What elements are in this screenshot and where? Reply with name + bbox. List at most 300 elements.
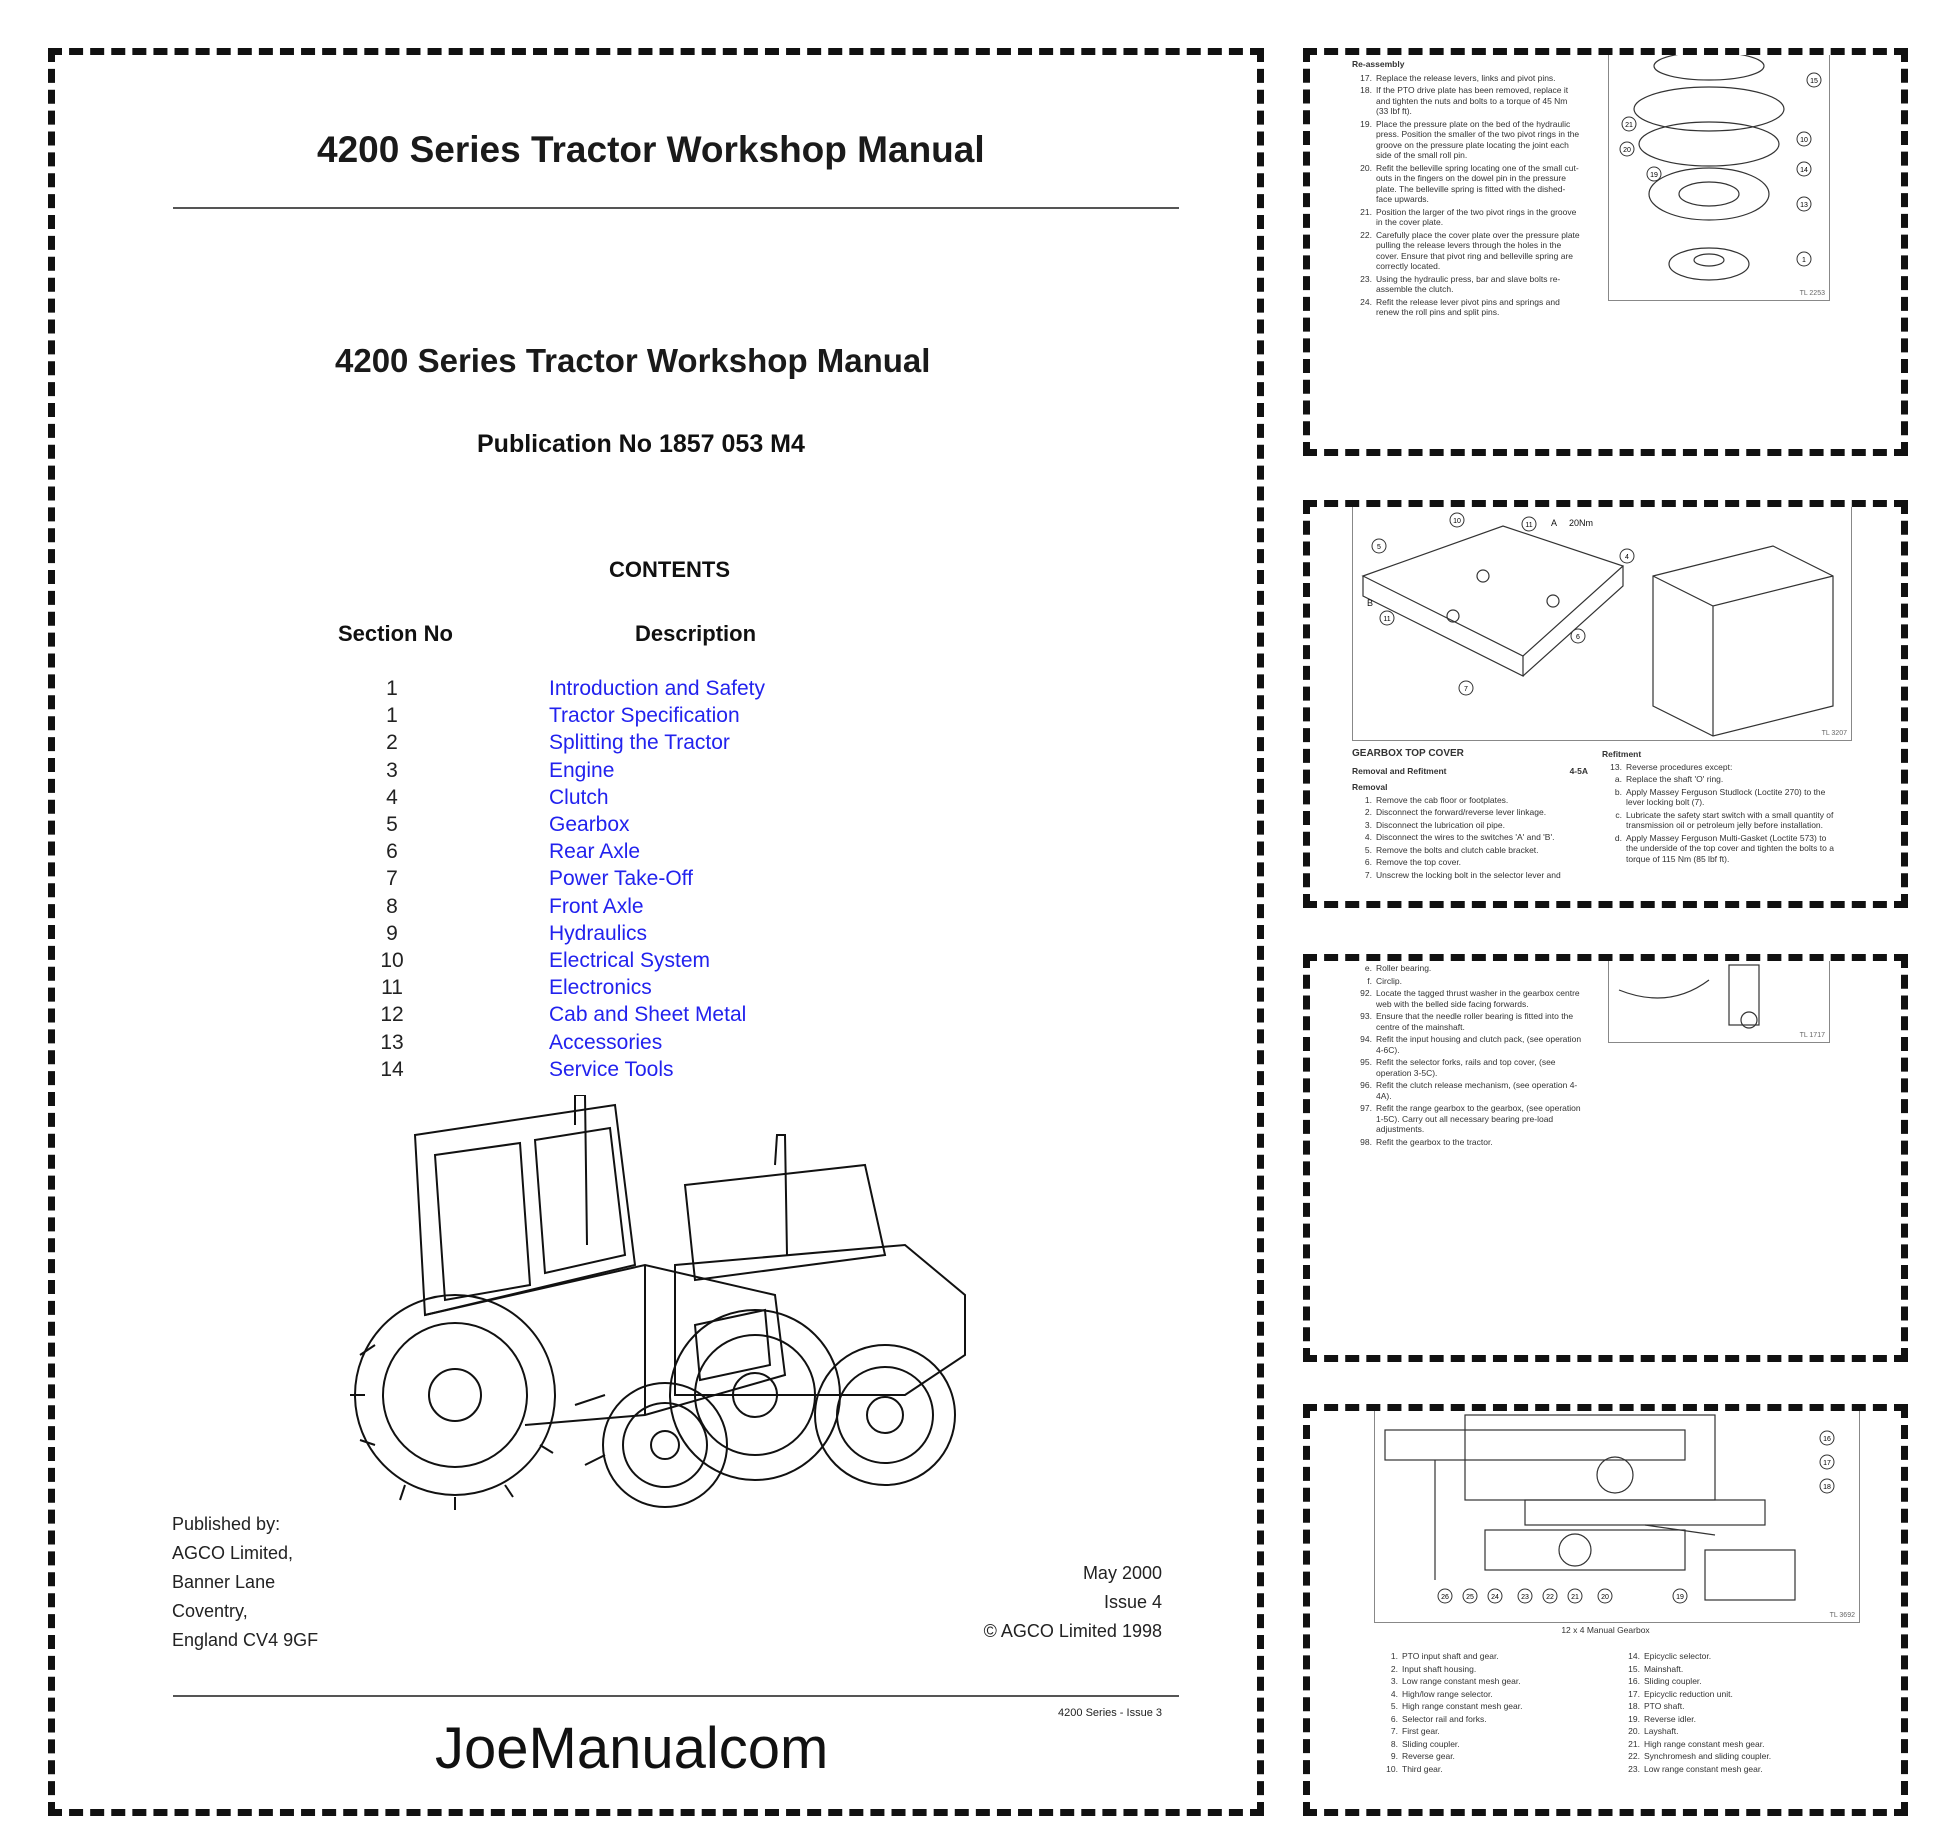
procedure-step	[1352, 274, 1580, 295]
callout-number: 22	[1546, 1594, 1554, 1601]
reassembly-steps	[1352, 73, 1580, 318]
step-text: Refit the release lever pivot pins and springs and renew the roll pins and split pins.	[1376, 296, 1560, 317]
removal-heading: Removal	[1352, 782, 1388, 792]
procedure-step	[1352, 207, 1580, 228]
toc-section-number: 1	[386, 677, 398, 700]
procedure-step	[1620, 1726, 1850, 1737]
toc-section-number: 1	[386, 704, 398, 728]
step-text: Selector rail and forks.	[1402, 1713, 1487, 1724]
figure-callout	[1522, 517, 1536, 531]
procedure-step	[1378, 1764, 1608, 1775]
step-number: 17.	[1628, 1688, 1640, 1699]
figure-callout	[1820, 1455, 1834, 1469]
procedure-step	[1352, 963, 1584, 974]
step-text: Layshaft.	[1644, 1726, 1679, 1736]
contents-heading: CONTENTS	[609, 557, 730, 582]
procedure-step	[1352, 1080, 1584, 1101]
publisher-line: Coventry,	[172, 1601, 248, 1621]
procedure-step	[1620, 1714, 1850, 1725]
toc-section-number: 2	[386, 731, 398, 755]
procedure-step	[1620, 1651, 1850, 1662]
procedure-step	[1352, 795, 1588, 806]
toc-row	[55, 1003, 1264, 1030]
toc-link[interactable]: Power Take-Off	[549, 867, 693, 891]
figure-code: TL 1717	[1799, 1032, 1825, 1039]
procedure-step	[1352, 85, 1580, 117]
toc-row	[55, 759, 1264, 786]
step-number: 97.	[1360, 1103, 1372, 1113]
step-text: Position the larger of the two pivot rings in the groove in the cover plate.	[1376, 206, 1577, 227]
refit-steps	[1352, 963, 1584, 1147]
step-text: Refit the range gearbox to the gearbox, (see operation 1-5C). Carry out all necessary bearing pre-load adjustments.	[1376, 1103, 1581, 1134]
toc-section-number: 7	[386, 867, 398, 891]
step-number: 9.	[1390, 1751, 1398, 1761]
clutch-figure	[1608, 53, 1830, 301]
step-number: 5.	[1390, 1701, 1398, 1711]
publisher-line: Published by:	[172, 1514, 281, 1534]
toc-link[interactable]: Engine	[549, 758, 615, 782]
toc-link[interactable]: Splitting the Tractor	[549, 731, 730, 755]
header-rule	[173, 207, 1179, 209]
callout-number: 15	[1810, 78, 1818, 85]
figure-code: TL 3207	[1821, 730, 1847, 737]
removal-steps	[1352, 795, 1588, 881]
callout-number: 4	[1625, 554, 1629, 561]
step-number: 92.	[1360, 988, 1372, 998]
callout-number: 11	[1525, 522, 1533, 529]
step-text: Replace the release levers, links and pivot pins.	[1376, 72, 1556, 83]
figure-callout	[1797, 197, 1811, 211]
step-text: Ensure that the needle roller bearing is fitted into the centre of the mainshaft.	[1376, 1011, 1574, 1032]
callout-number: 20	[1623, 147, 1631, 154]
footer-issue: 4200 Series - Issue 3	[1058, 1707, 1162, 1719]
callout-number: 20	[1601, 1594, 1609, 1601]
figure-callout	[1647, 167, 1661, 181]
step-text: PTO input shaft and gear.	[1402, 1651, 1499, 1661]
toc-section-number: 13	[380, 1030, 404, 1054]
step-text: Refit the clutch release mechanism, (see operation 4-4A).	[1376, 1080, 1578, 1101]
callout-number: 24	[1491, 1594, 1499, 1601]
step-text: Locate the tagged thrust washer in the gearbox centre web with the belled side facing forwards.	[1376, 988, 1580, 1009]
toc-link[interactable]: Hydraulics	[549, 921, 648, 945]
step-number: 18.	[1628, 1701, 1640, 1711]
procedure-step	[1352, 73, 1580, 84]
callout-number: 11	[1383, 616, 1391, 623]
letter-a-label: A	[1551, 518, 1558, 528]
step-text: Low range constant mesh gear.	[1644, 1763, 1763, 1774]
callout-number: 21	[1625, 122, 1633, 129]
procedure-step	[1352, 832, 1588, 843]
procedure-step	[1352, 119, 1580, 161]
step-text: Disconnect the forward/reverse lever linkage.	[1376, 807, 1547, 817]
step-number: 24.	[1360, 296, 1372, 307]
procedure-step	[1352, 976, 1584, 987]
figure-callout	[1380, 611, 1394, 625]
procedure-step	[1352, 230, 1580, 272]
manual-cover-panel	[48, 48, 1264, 1816]
figure-callout	[1450, 513, 1464, 527]
step-text: Circlip.	[1376, 975, 1402, 986]
step-number: 5.	[1364, 844, 1372, 855]
step-number: 2.	[1364, 807, 1372, 817]
parts-list-left	[1378, 1651, 1608, 1776]
toc-row	[55, 922, 1264, 949]
step-text: High range constant mesh gear.	[1644, 1738, 1765, 1749]
procedure-step	[1620, 1676, 1850, 1687]
figure-callout	[1463, 1589, 1477, 1603]
toc-row	[55, 1058, 1264, 1085]
step-number: d.	[1614, 832, 1622, 843]
publisher-block	[172, 1510, 318, 1655]
letter-b-label: B	[1367, 598, 1374, 608]
step-text: Carefully place the cover plate over the pressure plate pulling the release levers through the holes in the cover. Ensure that pivot ring and belleville spring are correctly located.	[1376, 229, 1580, 271]
step-text: Refit the gearbox to the tractor.	[1376, 1136, 1493, 1147]
procedure-step	[1352, 1103, 1584, 1135]
procedure-step	[1602, 833, 1834, 865]
figure-callout	[1807, 73, 1821, 87]
step-number: 18.	[1360, 85, 1372, 95]
step-number: 2.	[1390, 1663, 1398, 1674]
step-text: Lubricate the safety start switch with a small quantity of transmission oil or petroleum jelly before installation.	[1626, 809, 1834, 830]
procedure-step	[1620, 1764, 1850, 1775]
step-text: Apply Massey Ferguson Multi-Gasket (Loctite 573) to the underside of the top cover and tighten the bolts to a torque of 115 Nm (85 lbf ft).	[1626, 832, 1834, 864]
procedure-step	[1378, 1751, 1608, 1762]
top-cover-drawing	[1353, 506, 1851, 740]
toc-link[interactable]: Accessories	[549, 1030, 663, 1054]
procedure-step	[1352, 870, 1588, 881]
step-number: 21.	[1360, 206, 1372, 217]
removal-column	[1352, 749, 1588, 882]
step-number: 6.	[1364, 857, 1372, 867]
step-number: 22.	[1628, 1751, 1640, 1761]
toc-link[interactable]: Electronics	[549, 976, 652, 1000]
toc-link[interactable]: Clutch	[549, 785, 609, 809]
step-text: Epicyclic selector.	[1644, 1651, 1712, 1661]
step-text: Mainshaft.	[1644, 1663, 1684, 1674]
toc-section-number: 3	[386, 758, 398, 782]
procedure-step	[1620, 1739, 1850, 1750]
figure-callout	[1571, 629, 1585, 643]
torque-label: 20Nm	[1569, 518, 1594, 528]
toc-section-number: 4	[386, 785, 398, 809]
toc-link[interactable]: Cab and Sheet Metal	[549, 1003, 747, 1027]
step-number: 7.	[1390, 1726, 1398, 1736]
step-number: 8.	[1390, 1738, 1398, 1749]
figure-callout	[1518, 1589, 1532, 1603]
publisher-line: Banner Lane	[172, 1572, 276, 1592]
step-text: Remove the cab floor or footplates.	[1376, 794, 1509, 805]
callout-number: 18	[1823, 1484, 1831, 1491]
callout-number: 14	[1800, 167, 1808, 174]
procedure-step	[1620, 1664, 1850, 1675]
mainshaft-drawing	[1609, 960, 1829, 1042]
step-text: Reverse procedures except:	[1626, 761, 1733, 772]
preview-page-gearbox-top-cover	[1303, 500, 1908, 908]
figure-code: TL 3692	[1829, 1612, 1855, 1619]
step-number: a.	[1614, 774, 1622, 784]
toc-link[interactable]: Gearbox	[549, 813, 630, 836]
procedure-step	[1352, 857, 1588, 868]
callout-number: 1	[1802, 257, 1806, 264]
toc-row	[55, 677, 1264, 704]
step-number: 23.	[1360, 273, 1372, 284]
step-number: 19.	[1628, 1713, 1640, 1724]
procedure-step	[1352, 297, 1580, 318]
toc-section-number: 6	[386, 840, 398, 864]
preview-page-gearbox-refit	[1303, 954, 1908, 1362]
callout-number: 19	[1676, 1594, 1684, 1601]
procedure-step	[1602, 787, 1834, 808]
step-number: 98.	[1360, 1136, 1372, 1147]
step-text: Refit the selector forks, rails and top cover, (see operation 3-5C).	[1376, 1057, 1556, 1078]
toc-section-number: 14	[380, 1057, 404, 1081]
step-number: 13.	[1610, 761, 1622, 772]
step-text: High range constant mesh gear.	[1402, 1701, 1523, 1711]
figure-callout	[1820, 1479, 1834, 1493]
toc-section-number: 5	[386, 813, 398, 836]
issue-number: Issue 4	[1103, 1592, 1162, 1612]
toc-link[interactable]: Rear Axle	[549, 840, 641, 864]
procedure-step	[1352, 807, 1588, 818]
step-number: 15.	[1628, 1663, 1640, 1674]
toc-row	[55, 976, 1264, 1003]
procedure-step	[1620, 1751, 1850, 1762]
figure-callout	[1568, 1589, 1582, 1603]
callout-number: 17	[1823, 1460, 1831, 1467]
toc-row	[55, 704, 1264, 731]
step-text: Epicyclic reduction unit.	[1644, 1688, 1733, 1699]
figure-caption: 12 x 4 Manual Gearbox	[1561, 1625, 1650, 1635]
procedure-step	[1352, 163, 1580, 205]
step-text: Reverse idler.	[1644, 1713, 1696, 1724]
step-number: 19.	[1360, 118, 1372, 129]
step-text: Refit the belleville spring locating one of the small cut- outs in the fingers on the dowel pin in the pressure plate. The belleville spring is fitted with the dished-face upwards.	[1376, 162, 1579, 204]
step-text: Third gear.	[1402, 1763, 1443, 1774]
figure-callout	[1459, 681, 1473, 695]
tractor-illustration	[345, 1095, 985, 1515]
reassembly-heading: Re-assembly	[1352, 59, 1405, 69]
toc-link[interactable]: Introduction and Safety	[549, 677, 765, 700]
figure-callout	[1622, 117, 1636, 131]
step-number: 4.	[1364, 832, 1372, 842]
figure-callout	[1797, 132, 1811, 146]
step-number: 96.	[1360, 1080, 1372, 1090]
operation-subtitle: Removal and Refitment	[1352, 765, 1447, 776]
toc-row	[55, 867, 1264, 894]
procedure-step	[1378, 1689, 1608, 1700]
figure-code: TL 2253	[1799, 290, 1825, 297]
toc-link[interactable]: Electrical System	[549, 949, 711, 972]
refitment-heading: Refitment	[1602, 749, 1642, 759]
figure-callout	[1797, 162, 1811, 176]
watermark-text: JoeManualcom	[435, 1716, 829, 1781]
step-text: Remove the bolts and clutch cable bracket.	[1376, 844, 1539, 855]
refitment-steps	[1602, 762, 1834, 865]
step-text: Using the hydraulic press, bar and slave bolts re-assemble the clutch.	[1376, 273, 1561, 294]
toc-section-number: 9	[386, 921, 398, 945]
toc-link[interactable]: Tractor Specification	[549, 704, 740, 728]
step-number: f.	[1367, 975, 1372, 986]
footer-rule	[173, 1695, 1179, 1697]
figure-callout	[1620, 142, 1634, 156]
gearbox-cross-section	[1375, 1410, 1859, 1622]
step-text: Apply Massey Ferguson Studlock (Loctite 270) to the lever locking bolt (7).	[1626, 786, 1826, 807]
step-number: 3.	[1390, 1676, 1398, 1686]
step-number: e.	[1364, 963, 1372, 973]
callout-number: 6	[1576, 634, 1580, 641]
figure-callout	[1438, 1589, 1452, 1603]
step-text: Sliding coupler.	[1402, 1738, 1460, 1749]
step-text: High/low range selector.	[1402, 1688, 1493, 1699]
step-text: Disconnect the lubrication oil pipe.	[1376, 819, 1505, 830]
procedure-step	[1378, 1739, 1608, 1750]
callout-number: 25	[1466, 1594, 1474, 1601]
procedure-step	[1352, 845, 1588, 856]
step-text: Place the pressure plate on the bed of the hydraulic press. Position the smaller of the two pivot rings in the groove on the pressure plate locating the joint each side of the small roll pin.	[1376, 118, 1580, 160]
copyright: © AGCO Limited 1998	[983, 1621, 1162, 1641]
toc-row	[55, 731, 1264, 758]
procedure-step	[1378, 1726, 1608, 1737]
procedure-step	[1620, 1689, 1850, 1700]
toc-link[interactable]: Service Tools	[549, 1057, 674, 1081]
toc-section-number: 12	[380, 1003, 404, 1027]
step-number: 95.	[1360, 1057, 1372, 1067]
step-number: 94.	[1360, 1034, 1372, 1044]
step-text: Sliding coupler.	[1644, 1676, 1702, 1686]
step-number: 20.	[1360, 162, 1372, 173]
step-number: 7.	[1364, 869, 1372, 880]
step-number: 22.	[1360, 229, 1372, 240]
step-number: 21.	[1628, 1738, 1640, 1749]
toc-row	[55, 895, 1264, 922]
section-title: GEARBOX TOP COVER	[1352, 748, 1464, 759]
step-text: Low range constant mesh gear.	[1402, 1676, 1521, 1686]
step-number: b.	[1614, 786, 1622, 797]
step-text: Disconnect the wires to the switches 'A' and 'B'.	[1376, 832, 1555, 842]
step-number: 93.	[1360, 1011, 1372, 1021]
procedure-step	[1378, 1664, 1608, 1675]
publication-number: Publication No 1857 053 M4	[477, 430, 805, 458]
step-number: 16.	[1628, 1676, 1640, 1686]
figure-callout	[1820, 1431, 1834, 1445]
procedure-step	[1602, 810, 1834, 831]
operation-row	[1352, 766, 1588, 777]
callout-number: 19	[1650, 172, 1658, 179]
callout-number: 13	[1800, 202, 1808, 209]
step-number: 6.	[1390, 1713, 1398, 1724]
refit-text	[1352, 963, 1584, 1149]
callout-number: 16	[1823, 1436, 1831, 1443]
cover-title: 4200 Series Tractor Workshop Manual	[335, 342, 931, 379]
figure-callout	[1372, 539, 1386, 553]
toc-row	[55, 786, 1264, 813]
figure-callout	[1673, 1589, 1687, 1603]
procedure-step	[1378, 1714, 1608, 1725]
figure-callout	[1543, 1589, 1557, 1603]
publisher-line: England CV4 9GF	[172, 1630, 319, 1650]
procedure-step	[1352, 1137, 1584, 1148]
figure-callout	[1598, 1589, 1612, 1603]
step-number: c.	[1615, 809, 1622, 820]
step-number: 1.	[1364, 794, 1372, 805]
step-text: If the PTO drive plate has been removed, replace it and tighten the nuts and bolts to a torque of 45 Nm (33 lbf ft).	[1376, 85, 1569, 116]
callout-number: 10	[1453, 518, 1461, 525]
toc-section-number: 10	[380, 949, 404, 972]
toc-row	[55, 949, 1264, 976]
procedure-step	[1378, 1651, 1608, 1662]
refitment-column	[1602, 749, 1834, 866]
callout-number: 26	[1441, 1594, 1449, 1601]
callout-number: 7	[1464, 686, 1468, 693]
step-text: Replace the shaft 'O' ring.	[1626, 774, 1724, 784]
top-cover-figure	[1352, 505, 1852, 741]
toc-row	[55, 840, 1264, 867]
step-number: 3.	[1364, 819, 1372, 830]
step-text: Reverse gear.	[1402, 1751, 1455, 1761]
toc-row	[55, 1031, 1264, 1058]
clutch-exploded-drawing	[1609, 54, 1829, 300]
step-number: 10.	[1386, 1763, 1398, 1774]
step-text: Remove the top cover.	[1376, 857, 1462, 867]
callout-number: 5	[1377, 544, 1381, 551]
procedure-step	[1378, 1701, 1608, 1712]
step-text: Input shaft housing.	[1402, 1663, 1477, 1674]
step-number: 17.	[1360, 72, 1372, 83]
step-number: 20.	[1628, 1726, 1640, 1736]
step-text: Refit the input housing and clutch pack, (see operation 4-6C).	[1376, 1034, 1582, 1055]
figure-callout	[1620, 549, 1634, 563]
callout-number: 10	[1800, 137, 1808, 144]
preview-page-reassembly	[1303, 48, 1908, 456]
step-number: 14.	[1628, 1651, 1640, 1661]
step-text: Synchromesh and sliding coupler.	[1644, 1751, 1772, 1761]
figure-callout	[1797, 252, 1811, 266]
toc-section-number: 11	[381, 976, 403, 1000]
toc-row	[55, 813, 1264, 840]
reassembly-text	[1352, 59, 1580, 320]
step-text: Unscrew the locking bolt in the selector lever and	[1376, 869, 1561, 880]
issue-date: May 2000	[1082, 1563, 1162, 1583]
toc-link[interactable]: Front Axle	[549, 894, 644, 918]
toc-section-number: 8	[386, 894, 398, 918]
issue-block	[984, 1559, 1162, 1646]
step-number: 23.	[1628, 1763, 1640, 1774]
procedure-step	[1352, 988, 1584, 1009]
procedure-step	[1378, 1676, 1608, 1687]
description-header: Description	[635, 621, 757, 646]
step-number: 1.	[1390, 1651, 1398, 1661]
callout-number: 21	[1571, 1594, 1579, 1601]
procedure-step	[1602, 774, 1834, 785]
operation-code: 4-5A	[1569, 765, 1588, 776]
mainshaft-figure	[1608, 959, 1830, 1043]
procedure-step	[1352, 1057, 1584, 1078]
parts-list-right	[1620, 1651, 1850, 1776]
procedure-step	[1352, 1011, 1584, 1032]
step-text: First gear.	[1402, 1726, 1440, 1736]
section-no-header: Section No	[338, 621, 453, 646]
procedure-step	[1352, 1034, 1584, 1055]
publisher-line: AGCO Limited,	[172, 1543, 294, 1563]
gearbox-section-figure	[1374, 1409, 1860, 1623]
callout-number: 23	[1521, 1594, 1529, 1601]
figure-callout	[1488, 1589, 1502, 1603]
step-text: PTO shaft.	[1644, 1701, 1685, 1711]
procedure-step	[1352, 820, 1588, 831]
procedure-step	[1602, 762, 1834, 773]
procedure-step	[1620, 1701, 1850, 1712]
preview-page-manual-gearbox	[1303, 1404, 1908, 1816]
